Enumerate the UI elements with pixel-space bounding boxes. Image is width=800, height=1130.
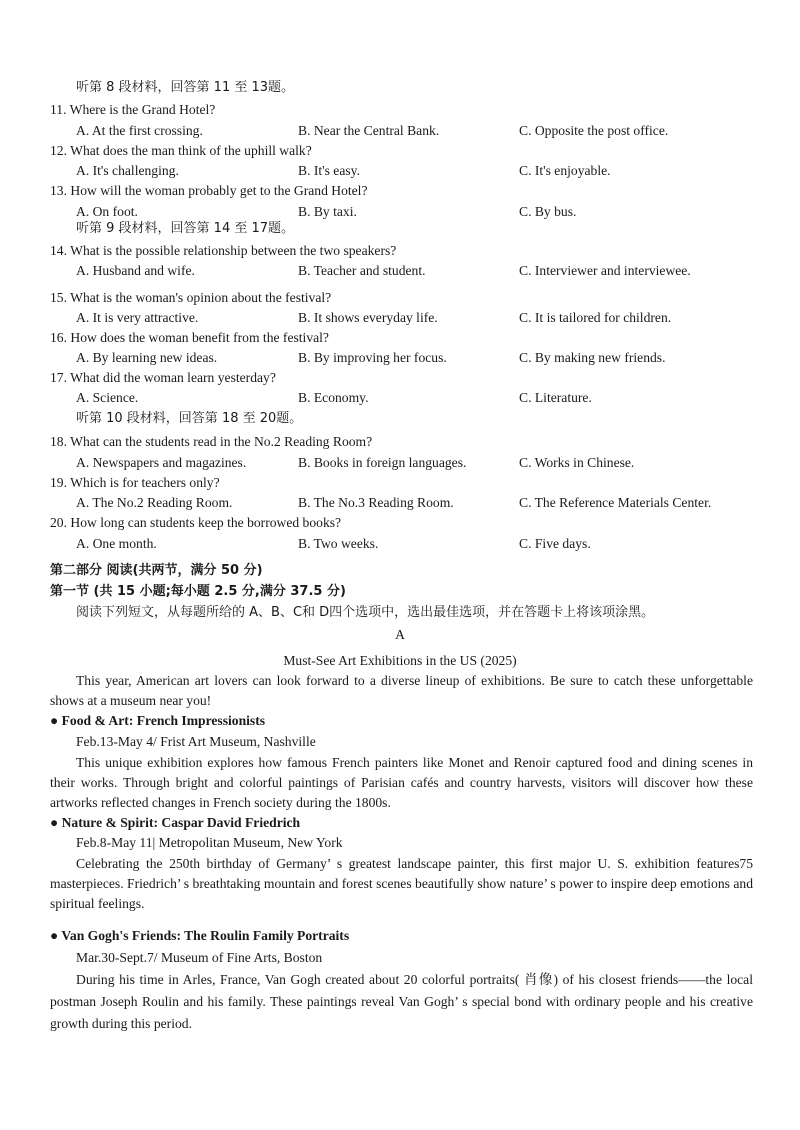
q17-option-c: C. Literature.	[519, 390, 592, 405]
reading-instructions: 阅读下列短文，从每题所给的 A、B、C和 D四个选项中，选出最佳选项，并在答题卡上将该项涂黑。	[76, 605, 655, 620]
question-17: 17. What did the woman learn yesterday?	[50, 370, 276, 385]
exhibition-3-title: ● Van Gogh's Friends: The Roulin Family Portraits	[50, 928, 350, 943]
q16-option-a: A. By learning new ideas.	[76, 350, 218, 365]
exhibition-1-desc-text: This unique exhibition explores how famous French painters like Monet and Renoir captured food and dining scenes in their works. Through bright and colorful paintings of Parisian cafés and country harvests, visitors will discover how these artworks reflected changes in French society during the 1800s.	[50, 755, 753, 810]
exhibition-1-desc	[50, 753, 753, 813]
q13-option-a: A. On foot.	[76, 204, 138, 219]
q12-option-c: C. It's enjoyable.	[519, 163, 611, 178]
exhibition-1-info: Feb.13-May 4/ Frist Art Museum, Nashville	[76, 734, 316, 749]
passage-intro-text: This year, American art lovers can look forward to a diverse lineup of exhibitions. Be sure to catch these unforgettable shows at a museum near you!	[50, 673, 753, 708]
q12-option-a: A. It's challenging.	[76, 163, 179, 178]
q15-option-c: C. It is tailored for children.	[519, 310, 672, 325]
question-12: 12. What does the man think of the uphill walk?	[50, 143, 312, 158]
q17-option-a: A. Science.	[76, 390, 139, 405]
q20-option-a: A. One month.	[76, 536, 157, 551]
exhibition-1-title: ● Food & Art: French Impressionists	[50, 713, 266, 728]
q14-option-b: B. Teacher and student.	[298, 263, 426, 278]
q14-option-c: C. Interviewer and interviewee.	[519, 263, 691, 278]
q15-option-a: A. It is very attractive.	[76, 310, 199, 325]
question-13: 13. How will the woman probably get to the Grand Hotel?	[50, 183, 368, 198]
question-15: 15. What is the woman's opinion about the festival?	[50, 290, 332, 305]
exhibition-2-title: ● Nature & Spirit: Caspar David Friedrich	[50, 815, 301, 830]
part2-title: 第二部分 阅读(共两节，满分 50 分)	[50, 563, 263, 578]
q12-option-b: B. It's easy.	[298, 163, 360, 178]
q11-option-a: A. At the first crossing.	[76, 123, 203, 138]
exhibition-3-info: Mar.30-Sept.7/ Museum of Fine Arts, Boston	[76, 950, 323, 965]
q19-option-c: C. The Reference Materials Center.	[519, 495, 712, 510]
q13-option-b: B. By taxi.	[298, 204, 357, 219]
section-10-instruction: 听第 10 段材料，回答第 18 至 20题。	[76, 411, 303, 426]
q18-option-a: A. Newspapers and magazines.	[76, 455, 247, 470]
passage-intro	[50, 671, 753, 711]
exhibition-3-desc-text: During his time in Arles, France, Van Gogh created about 20 colorful portraits( 肖像) of his closest friends——the local postman Joseph Roulin and his family. These paintings reveal Van Gogh’ s special bond with ordinary people and his creative growth during this period.	[50, 972, 753, 1031]
q11-option-b: B. Near the Central Bank.	[298, 123, 440, 138]
exhibition-2-info: Feb.8-May 11| Metropolitan Museum, New York	[76, 835, 343, 850]
q19-option-b: B. The No.3 Reading Room.	[298, 495, 454, 510]
question-16: 16. How does the woman benefit from the festival?	[50, 330, 329, 345]
q16-option-c: C. By making new friends.	[519, 350, 666, 365]
section-8-instruction: 听第 8 段材料，回答第 11 至 13题。	[76, 80, 295, 95]
q17-option-b: B. Economy.	[298, 390, 369, 405]
question-19: 19. Which is for teachers only?	[50, 475, 220, 490]
q11-option-c: C. Opposite the post office.	[519, 123, 669, 138]
passage-title: Must-See Art Exhibitions in the US (2025)	[283, 653, 517, 668]
q20-option-c: C. Five days.	[519, 536, 591, 551]
question-18: 18. What can the students read in the No.2 Reading Room?	[50, 434, 373, 449]
q14-option-a: A. Husband and wife.	[76, 263, 195, 278]
q13-option-c: C. By bus.	[519, 204, 577, 219]
question-20: 20. How long can students keep the borrowed books?	[50, 515, 342, 530]
q18-option-b: B. Books in foreign languages.	[298, 455, 467, 470]
q16-option-b: B. By improving her focus.	[298, 350, 447, 365]
question-14: 14. What is the possible relationship between the two speakers?	[50, 243, 397, 258]
passage-letter: A	[395, 627, 405, 642]
q20-option-b: B. Two weeks.	[298, 536, 379, 551]
q15-option-b: B. It shows everyday life.	[298, 310, 438, 325]
q18-option-c: C. Works in Chinese.	[519, 455, 635, 470]
exhibition-3-desc	[50, 969, 753, 1035]
section1-title: 第一节 (共 15 小题;每小题 2.5 分,满分 37.5 分)	[50, 584, 346, 599]
exhibition-2-desc-text: Celebrating the 250th birthday of Germany’ s greatest landscape painter, this first major U. S. exhibition features75 masterpieces. Friedrich’ s breathtaking mountain and forest scenes beautifully show nature’ s power to inspire deep emotions and spiritual feelings.	[50, 856, 753, 911]
q19-option-a: A. The No.2 Reading Room.	[76, 495, 233, 510]
exhibition-2-desc	[50, 854, 753, 914]
question-11: 11. Where is the Grand Hotel?	[50, 102, 216, 117]
section-9-instruction: 听第 9 段材料，回答第 14 至 17题。	[76, 221, 295, 236]
